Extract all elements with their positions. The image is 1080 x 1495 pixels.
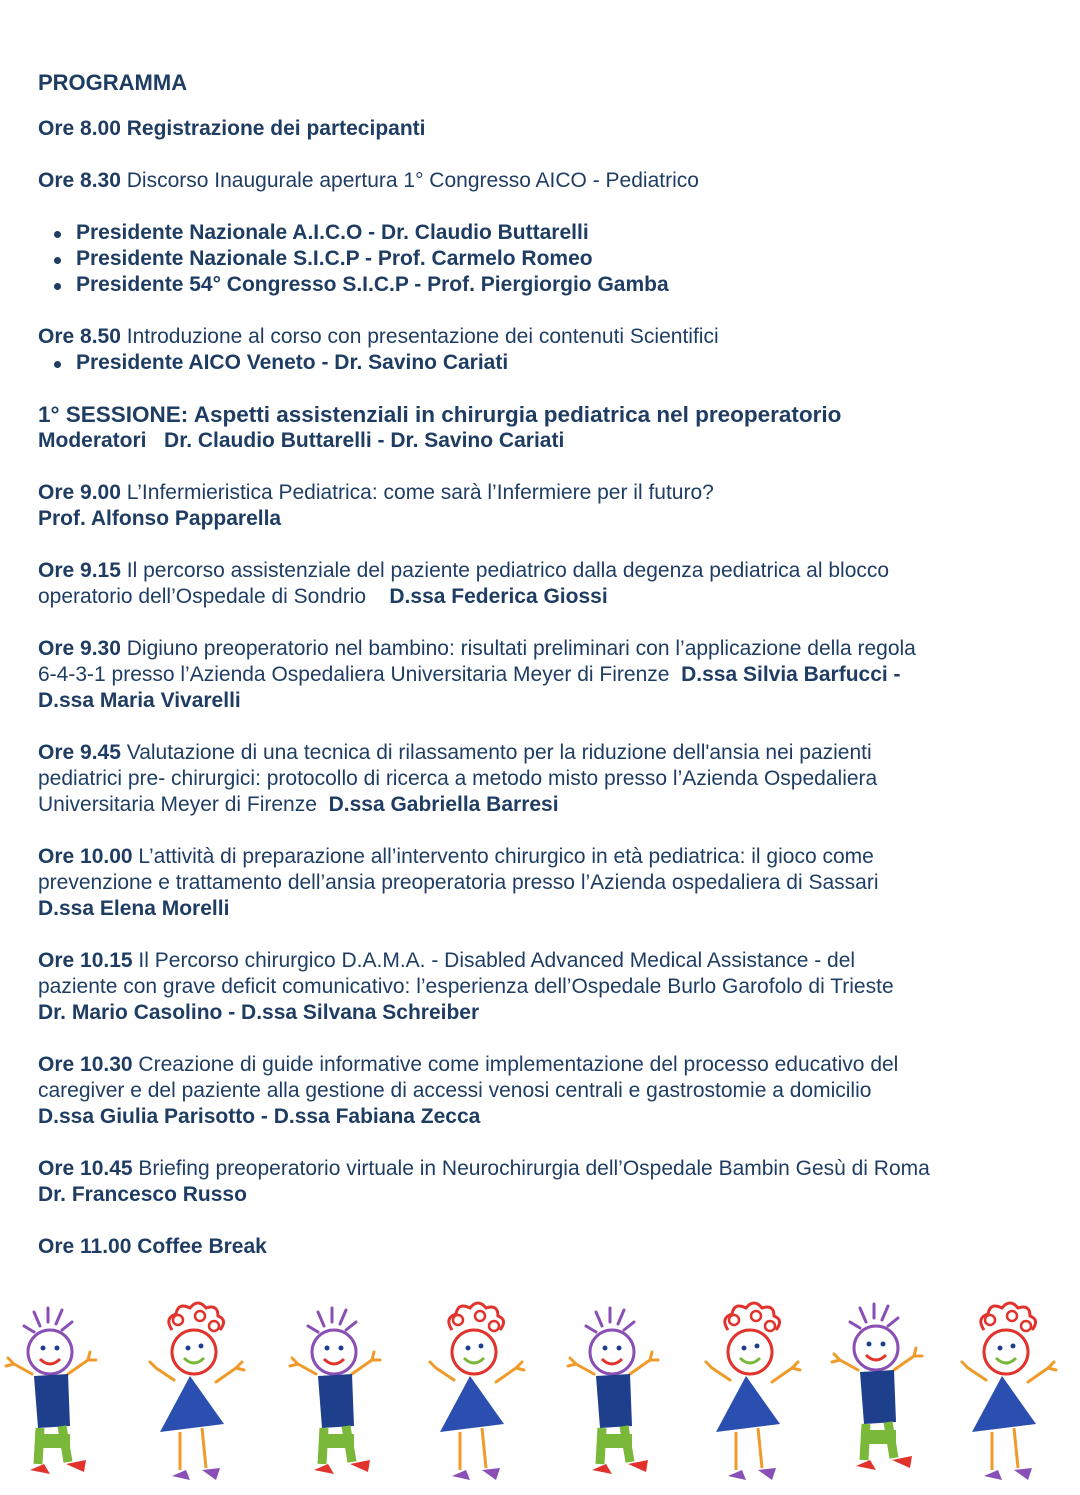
speaker: D.ssa Silvia Barfucci - bbox=[681, 663, 901, 686]
program-page bbox=[38, 66, 1048, 1286]
slot-8-00 bbox=[38, 116, 1048, 142]
slot-time: Ore 10.30 bbox=[38, 1053, 133, 1076]
children-drawing-border bbox=[0, 1290, 1080, 1495]
list-item: Presidente Nazionale A.I.C.O - Dr. Claudio Buttarelli bbox=[54, 220, 1048, 246]
slot-text: Discorso Inaugurale apertura 1° Congresso AICO - Pediatrico bbox=[126, 169, 699, 192]
slot-time: Ore 8.50 bbox=[38, 325, 121, 348]
slot-time: Ore 9.15 bbox=[38, 559, 121, 582]
slot-10-30: Ore 10.30 Creazione di guide informative come implementazione del processo educativo del caregiver e del paziente alla gestione di accessi venosi centrali e gastrostomie a domicilio D.ssa Giulia Parisotto - D.ssa Fabiana Zecca bbox=[38, 1052, 1048, 1130]
moderators-label: Moderatori bbox=[38, 429, 147, 452]
speaker: D.ssa Federica Giossi bbox=[389, 585, 608, 608]
session-header bbox=[38, 402, 1048, 454]
slot-9-45: Ore 9.45 Valutazione di una tecnica di rilassamento per la riduzione dell'ansia nei pazienti pediatrici pre- chirurgici: protocollo di ricerca a metodo misto presso l’Azienda Ospedaliera Universitaria Meyer di Firenze D.ssa Gabriella Barresi bbox=[38, 741, 878, 816]
slot-9-00 bbox=[38, 480, 1048, 532]
slot-time: Ore 8.30 bbox=[38, 169, 121, 192]
speaker-list bbox=[38, 220, 1048, 298]
speaker: D.ssa Elena Morelli bbox=[38, 897, 230, 920]
slot-text: Registrazione dei partecipanti bbox=[126, 117, 426, 140]
slot-9-15: Ore 9.15 Il percorso assistenziale del paziente pediatrico dalla degenza pediatrica al blocco operatorio dell’Ospedale di Sondrio D.ssa Federica Giossi bbox=[38, 559, 890, 608]
speaker: D.ssa Maria Vivarelli bbox=[38, 689, 241, 712]
list-item: Presidente 54° Congresso S.I.C.P - Prof. Piergiorgio Gamba bbox=[54, 272, 1048, 298]
list-item: Presidente Nazionale S.I.C.P - Prof. Carmelo Romeo bbox=[54, 246, 1048, 272]
slot-time: Ore 8.00 bbox=[38, 117, 121, 140]
slot-10-00: Ore 10.00 L’attività di preparazione all’intervento chirurgico in età pediatrica: il gioco come prevenzione e trattamento dell’ansia preoperatoria presso l’Azienda ospedaliera di Sassari D.ssa Elena Morelli bbox=[38, 844, 1048, 922]
session-title: 1° SESSIONE: Aspetti assistenziali in chirurgia pediatrica nel preoperatorio bbox=[38, 402, 842, 427]
speaker: Dr. Mario Casolino - D.ssa Silvana Schreiber bbox=[38, 1001, 480, 1024]
speaker-list bbox=[38, 350, 1048, 376]
speaker: D.ssa Giulia Parisotto - D.ssa Fabiana Zecca bbox=[38, 1105, 481, 1128]
slot-time: Ore 10.45 bbox=[38, 1157, 133, 1180]
moderators: Dr. Claudio Buttarelli - Dr. Savino Cariati bbox=[164, 429, 565, 452]
slot-time: Ore 10.00 bbox=[38, 845, 133, 868]
slot-text: L’Infermieristica Pediatrica: come sarà l’Infermiere per il futuro? bbox=[126, 481, 714, 504]
slot-time: Ore 11.00 bbox=[38, 1235, 132, 1258]
slot-time: Ore 9.45 bbox=[38, 741, 121, 764]
speaker: Dr. Francesco Russo bbox=[38, 1183, 247, 1206]
slot-time: Ore 10.15 bbox=[38, 949, 133, 972]
list-item: Presidente AICO Veneto - Dr. Savino Cariati bbox=[54, 350, 1048, 376]
slot-time: Ore 9.30 bbox=[38, 637, 121, 660]
slot-text: Introduzione al corso con presentazione dei contenuti Scientifici bbox=[126, 325, 719, 348]
slot-10-45: Ore 10.45 Briefing preoperatorio virtuale in Neurochirurgia dell’Ospedale Bambin Gesù di Roma Dr. Francesco Russo bbox=[38, 1156, 1048, 1208]
speaker: D.ssa Gabriella Barresi bbox=[328, 793, 559, 816]
slot-time: Ore 9.00 bbox=[38, 481, 121, 504]
slot-8-30 bbox=[38, 168, 1048, 298]
speaker: Prof. Alfonso Papparella bbox=[38, 507, 282, 530]
slot-text: Coffee Break bbox=[137, 1235, 267, 1258]
slot-9-30: Ore 9.30 Digiuno preoperatorio nel bambino: risultati preliminari con l’applicazione della regola 6-4-3-1 presso l’Azienda Ospedaliera Universitaria Meyer di Firenze D.ssa Silvia Barfucci - D.ssa Maria Vivarelli bbox=[38, 636, 1048, 714]
slot-8-50 bbox=[38, 324, 1048, 376]
slot-10-15: Ore 10.15 Il Percorso chirurgico D.A.M.A. - Disabled Advanced Medical Assistance - del paziente con grave deficit comunicativo: l’esperienza dell’Ospedale Burlo Garofolo di Trieste Dr. Mario Casolino - D.ssa Silvana Schreiber bbox=[38, 948, 1048, 1026]
slot-11-00 bbox=[38, 1234, 1048, 1260]
page-title: PROGRAMMA bbox=[38, 70, 188, 95]
